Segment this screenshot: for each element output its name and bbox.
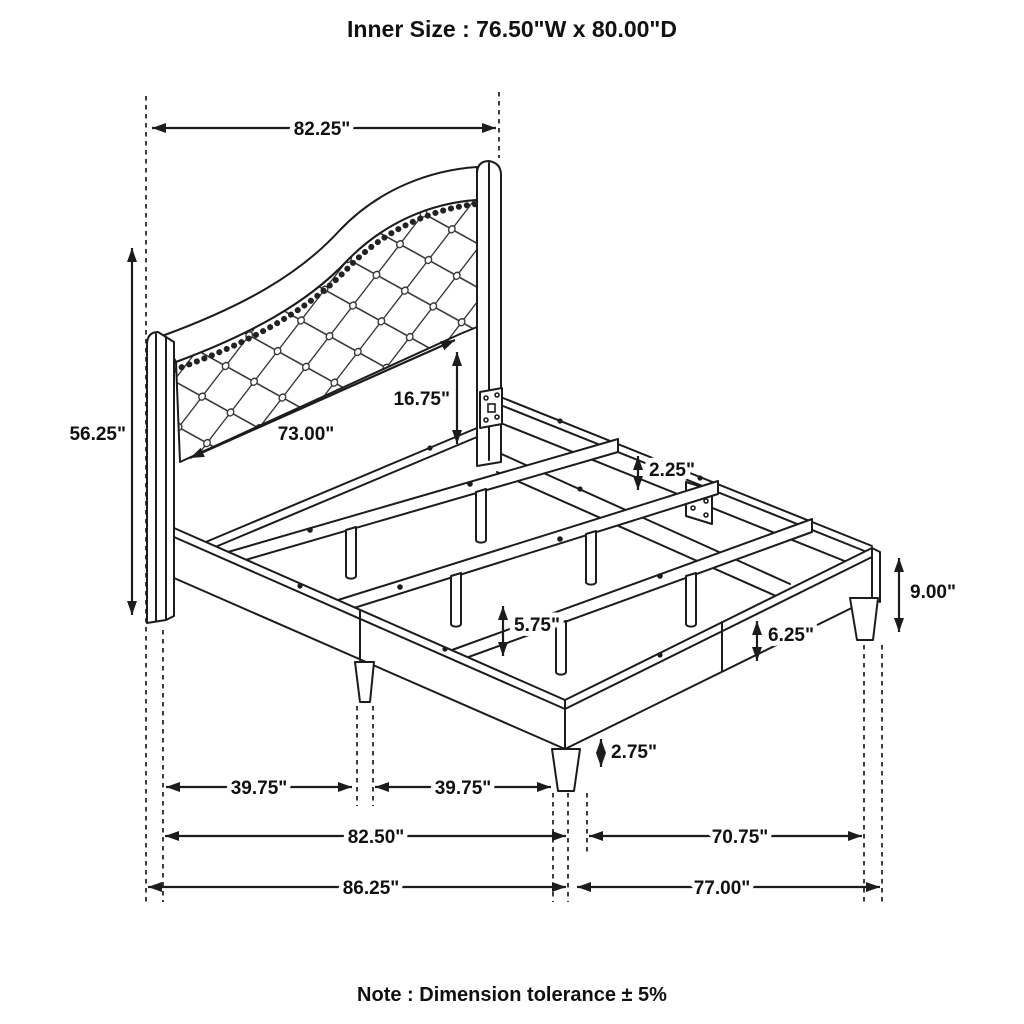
- dim-label-center-leg-height: 5.75": [514, 615, 560, 636]
- headboard-left-post: [147, 332, 174, 623]
- dimension-frame-length: [165, 827, 566, 848]
- dim-label-rail-segment-1: 39.75": [230, 778, 288, 799]
- dim-label-panel-to-rail: 16.75": [393, 389, 450, 410]
- slat-leg: [476, 489, 486, 543]
- dimension-front-leg-height: [601, 739, 657, 767]
- dimension-headboard-width: [152, 119, 496, 140]
- dim-label-headboard-height: 56.25": [69, 424, 126, 445]
- slat-leg: [346, 527, 356, 579]
- foot-rail: [565, 548, 880, 749]
- dim-label-overall-length: 86.25": [342, 878, 400, 899]
- dim-label-overall-width: 77.00": [693, 878, 751, 899]
- slat-leg: [451, 573, 461, 627]
- front-corner-leg: [552, 749, 580, 791]
- dim-label-foot-inner-width: 70.75": [711, 827, 769, 848]
- dimension-rail-segment-1: [166, 778, 352, 799]
- dim-label-slat-height: 2.25": [649, 460, 695, 481]
- dim-label-rail-segment-2: 39.75": [434, 778, 492, 799]
- front-middle-leg: [355, 662, 374, 702]
- dimension-headboard-height: [69, 248, 132, 615]
- slat-2: [331, 481, 718, 627]
- dimension-overall-width: [577, 878, 880, 899]
- dim-label-frame-length: 82.50": [347, 827, 405, 848]
- slat-leg: [586, 531, 596, 585]
- right-corner-leg: [850, 598, 878, 640]
- page-title: Inner Size : 76.50"W x 80.00"D: [347, 16, 677, 42]
- rail-bracket: [480, 388, 502, 428]
- dimension-side-rail-height: [899, 558, 956, 632]
- dim-label-panel-width: 73.00": [277, 424, 335, 445]
- dimension-rail-segment-2: [375, 778, 551, 799]
- dimension-panel-to-rail: [393, 352, 457, 444]
- slat-leg: [686, 573, 696, 627]
- dim-label-headboard-width: 82.25": [293, 119, 351, 140]
- dim-label-front-leg-height: 2.75": [611, 742, 657, 763]
- dim-label-foot-rail-height: 6.25": [768, 625, 814, 646]
- dim-label-side-rail-height: 9.00": [910, 582, 956, 603]
- tolerance-note: Note : Dimension tolerance ± 5%: [357, 984, 667, 1006]
- dimension-overall-length: [148, 878, 566, 899]
- dimension-foot-inner-width: [589, 827, 862, 848]
- slat-1: [221, 439, 618, 579]
